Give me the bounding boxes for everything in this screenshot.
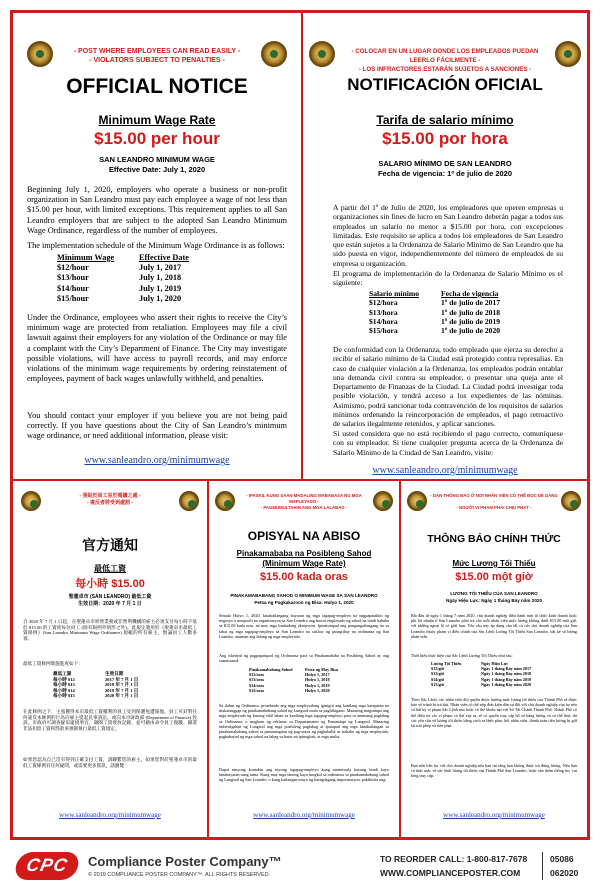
date-cell: 1º de julio de 2019 — [441, 316, 501, 326]
table-row — [57, 263, 193, 273]
city-seal-icon — [21, 491, 41, 511]
contact-paragraph: Bạn nên liên lạc với chủ doanh nghiệp nếu bạn tin rằng bạn không được trả đúng lương. Nếu bạn có thắc mắc về sắc lệnh lương tối thiểu của Thành Phố San Leandro, hoặc cần thêm thông tin, vui lòng truy cập: — [411, 763, 577, 779]
wage-cell: $13/hora — [369, 307, 398, 317]
date-cell: July 1, 2019 — [139, 283, 182, 293]
column-header: Pinakamababang Sahod — [249, 667, 293, 672]
ordinance-name: SAN LEANDRO MINIMUM WAGE — [99, 155, 215, 164]
schedule-intro: Ang iskedyul ng pagpapatupad ng Ordinansa para sa Pinakamababa na Posibleng Sahod ay ang sumusunod: — [219, 653, 389, 664]
date-cell: 1º de julio de 2017 — [441, 298, 501, 308]
page-title: OPISYAL NA ABISO — [247, 529, 361, 543]
wage-schedule-table — [249, 667, 341, 693]
date-cell: 2017 年 7 月 1 日 — [105, 676, 139, 682]
website-link[interactable]: www.sanleandro.org/minimumwage — [59, 811, 161, 819]
effective-date: 生效日期：2020 年 7 月 1 日 — [78, 601, 142, 607]
column-header: Minimum Wage — [57, 253, 115, 262]
date-cell: Ngày 1 tháng Bảy năm 2017 — [481, 666, 532, 672]
page-title: NOTIFICACIÓN OFICIAL — [347, 75, 543, 94]
effective-date: Petsa ng Pagkakaroon ng Bisa: Hulyo 1, 2020 — [254, 600, 354, 605]
date-cell: Hulyo 1, 2017 — [305, 672, 330, 678]
city-seal-icon — [215, 491, 235, 511]
column-header: Salario mínimo — [369, 289, 419, 298]
wage-cell: $15/giờ — [431, 681, 445, 687]
date-cell: 1º de julio de 2018 — [441, 307, 501, 317]
schedule-intro: El programa de implementación de la Ordenanza de Salario Mínimo es el siguiente: — [333, 269, 563, 288]
schedule-intro: Thời biểu thực hiện của Sắc Lệnh Lương Tối Thiểu như sau: — [411, 653, 513, 658]
column-header: Fecha de vigencia — [441, 289, 499, 298]
intro-paragraph: Simula Hulyo 1, 2020, kinakailangang bayaran ng mga tagapag-empleyo na nagpapatakbo ng negosyo o nonprofit na organisasyon sa San Leandro ang bawat empleyado ng sahod na hindi bababa sa $15.00 kada oras, na may mga limitadong eksepsyon. Ipinatutupad ang pangangailangang ito sa lahat ng mga tagapag-empleyo sa San Leandro na saklaw ng pinagtibay na ordinansa ng San Leandro, anuman ang bilang ng mga empleyado. — [219, 613, 389, 639]
wage-cell: $13/oras — [249, 677, 265, 683]
rate-label: Tarifa de salario mínimo — [376, 113, 514, 127]
date-cell: 2020 年 7 月 1 日 — [105, 693, 139, 699]
table-row — [369, 308, 504, 317]
date-cell: 1º de julio de 2020 — [441, 326, 501, 336]
column-header: Effective Date — [139, 253, 189, 262]
table-row — [57, 284, 193, 294]
wage-cell: $14/hour — [57, 283, 89, 293]
wage-cell: $15/oras — [249, 687, 265, 693]
website-link[interactable]: www.sanleandro.org/minimumwage — [84, 455, 230, 466]
rights-paragraph: De conformidad con la Ordenanza, todo empleado que ejerza su derecho a recibir el salario mínimo de la Ciudad está protegido contra represalias. En caso de cualquier violación a la Ordenanza, los empleados podrán entablar una demanda civil contra su empleador, o presentar una queja ante el Departamento de Finanzas de la Ciudad. La Ciudad podrá investigar toda posible violación, y tendrá acceso a los expedientes de las nóminas. Asimismo, podrá sancionar toda contravención de los requisitos de salarios mínimos ordenando la reincorporación de empleados, el pago retroactivo de salarios ilegalmente retenidos, y aplicar sanciones. — [333, 345, 563, 429]
column-header: 最低工資 — [53, 671, 72, 676]
wage-cell: $14/giờ — [431, 676, 445, 682]
table-row — [57, 273, 193, 283]
wage-schedule-table — [369, 289, 504, 335]
poster-code: 05086 — [550, 854, 574, 864]
wage-cell: 每小時 $15 — [53, 693, 75, 699]
contact-paragraph: Si usted considera que no está recibiendo el pago correcto, comuníquese con su empleador. Si tiene cualquier pregunta acerca de la Ordenanza de Salario Mínimo de la Ciudad de San Leandro, visite: — [333, 429, 563, 457]
wage-schedule-table — [53, 671, 141, 699]
ordinance-name: LƯƠNG TỐI THIỂU CỦA SAN LEANDRO — [450, 591, 538, 596]
wage-cell: $13/giờ — [431, 671, 445, 677]
intro-paragraph: A partir del 1º de Julio de 2020, los empleadores que operen empresas u organizaciones sin fines de lucro en San Leandro deberán pagar a todos sus empleados un salario no menor a $15.00 por hora, con excepciones limitadas. Este requisito se aplica a todos los empleadores de San Leandro que están sujetos a la Ordenanza de Salario Mínimo de San Leandro que ha sido puesta en vigor, independientemente del número de empleados de su empresa u organización. — [333, 203, 563, 268]
city-seal-icon — [179, 491, 199, 511]
vietnamese-panel — [401, 481, 587, 837]
rate-label: Mức Lương Tối Thiểu — [452, 559, 536, 568]
intro-paragraph: Bắt đầu từ ngày 1 tháng 7 năm 2020, chủ doanh nghiệp điều hành một tổ chức kinh doanh hoặc phi lợi nhuận ở San Leandro phải trả cho mỗi nhân viên mức lương không dưới $15.00 một giờ, với những ngoại lệ có giới hạn. Yêu cầu này áp dụng cho tất cả các chủ doanh nghiệp của San Leandro thuộc phạm vi điều chỉnh của Sắc Lệnh Lương Tối Thiểu San Leandro, bất kể số lượng nhân viên. — [411, 613, 577, 639]
table-row — [369, 317, 504, 326]
wage-rate: $15.00 por hora — [382, 129, 508, 148]
column-header: Ngày Hiệu Lực — [481, 661, 509, 666]
wage-schedule-table — [431, 661, 534, 687]
rate-label: Minimum Wage Rate — [98, 113, 216, 127]
wage-cell: $13/hour — [57, 273, 89, 283]
contact-paragraph: Dapat ninyong kontakin ang inyong tagapag-empleyo kung naniniwala kayong hindi kayo binabayaran nang tama. Kung may mga tanong kayo tungkol sa ordinansa sa pinakamababang sahod ng Lungsod ng San Leandro, o kung kailangan ninyo ng karagdagang impormasyon, pakibisita ang: — [219, 767, 389, 783]
website-link[interactable]: www.sanleandro.org/minimumwage — [443, 811, 545, 819]
contact-paragraph: You should contact your employer if you believe you are not being paid correctly. If you have questions about the City of San Leandro’s minimum wage ordinance, or need additional information, please visit: — [27, 411, 287, 441]
wage-cell: $12/oras — [249, 672, 265, 678]
table-row — [431, 682, 534, 687]
code-divider — [542, 852, 543, 880]
rights-paragraph: Theo Sắc Lệnh, các nhân viên đòi quyền được hưởng mức lương tối thiểu của Thành Phố sẽ được bảo vệ tránh bị trả thù. Nhân viên có thể nộp đơn kiện dân sự đối với chủ doanh nghiệp của họ nếu có bất kỳ vi phạm Sắc Lệnh nào hoặc có thể khiếu nại với Sở Tài Chánh Thành Phố. Thành Phố có thể điều tra các vi phạm có thể xảy ra, sẽ có quyền truy cập hồ sơ bảng lương và có thể thực thi các yêu cầu về lương tối thiểu bằng cách ra lệnh phục hồi nhân viên, thanh toán tiền lương bị giữ lại trái phép và tiền phạt. — [411, 697, 577, 729]
website-link[interactable]: www.sanleandro.org/minimumwage — [253, 811, 355, 819]
date-cell: Hulyo 1, 2018 — [305, 677, 330, 683]
rights-paragraph: Under the Ordinance, employees who assert their rights to receive the City’s minimum wage are protected from retaliation. Employees may file a civil lawsuit against their employers for any violation of the Ordinance or may file a complaint with the City’s Department of Finance. The City may investigate possible violations, will have access to payroll records, and may enforce violations of the minimum wage requirements by ordering reinstatement of employees, payment of back wages unlawfully withheld, and penalties. — [27, 313, 287, 384]
revision-code: 062020 — [550, 868, 579, 878]
wage-cell: $12/giờ — [431, 666, 445, 672]
wage-cell: 每小時 $12 — [53, 676, 75, 682]
column-header: Lương Tối Thiểu — [431, 661, 462, 666]
wage-cell: 每小時 $13 — [53, 682, 75, 688]
website-link[interactable]: www.sanleandro.org/minimumwage — [372, 465, 518, 476]
city-seal-icon — [27, 41, 53, 67]
table-row — [249, 688, 341, 693]
company-name: Compliance Poster Company™ — [88, 854, 282, 869]
table-row — [369, 326, 504, 335]
wage-rate: $15.00 kada oras — [259, 571, 349, 583]
column-header: Petsa ng May Bisa — [305, 667, 338, 672]
date-cell: Hulyo 1, 2020 — [305, 687, 330, 693]
rights-paragraph: 在此條例之下，主張獲得本市最低工資權利的員工受到保護免遭報復。員工可針對任何違反本條例的行為向雇主提起民事訴訟，或向本市財政部 (Department of Finance) 投訴。市政府可調查疑似違規事宜，調閱工資發放記錄，並可藉由命令員工復職、歸還非法扣留工資和罰款來強制執行最低工資規定。 — [23, 709, 197, 731]
ordinance-name: 聖蓮卓市 (SAN LEANDRO) 最低工資 — [68, 594, 152, 600]
date-cell: July 1, 2017 — [139, 263, 182, 273]
rate-label-english: (Minimum Wage Rate) — [262, 559, 346, 568]
english-panel — [13, 13, 301, 479]
wage-rate: $15.00 per hour — [94, 129, 220, 148]
schedule-intro: 最低工資條例實施進度如下： — [23, 661, 83, 666]
city-seal-icon — [561, 491, 581, 511]
page-title: OFFICIAL NOTICE — [66, 75, 248, 98]
posting-notice: - DÁN THÔNG BÁO Ở NƠI NHÂN VIÊN CÓ THỂ ĐỌC DỄ DÀNG - - NGƯỜI VI PHẠM PHẢI CHỊU PHẠT - — [430, 493, 558, 510]
wage-cell: $15/hour — [57, 293, 89, 303]
rate-label: 最低工資 — [94, 564, 126, 573]
city-seal-icon — [407, 491, 427, 511]
wage-schedule-table — [57, 253, 193, 304]
date-cell: July 1, 2020 — [139, 293, 182, 303]
reorder-phone[interactable]: TO REORDER CALL: 1-800-817-7678 — [380, 854, 528, 864]
intro-paragraph: 自 2020 年 7 月 1 日起，在聖蓮卓市經營業務或非營利機構的雇主必須支付每小時不低於 $15.00 的工資給每位員工 (除有限例外情形之外)。此規定適用於《聖蓮卓市最低工資條例》(San Leandro Minimum Wage Ordinance) 規範的所有雇主，無論員工人數多寡。 — [23, 619, 197, 641]
date-cell: Ngày 1 tháng Bảy năm 2018 — [481, 671, 532, 677]
posting-notice: - COLOCAR EN UN LUGAR DONDE LOS EMPLEADOS PUEDAN LEERLO FÁCILMENTE - - LOS INFRACTORES ESTARÁN SUJETOS A SANCIONES - — [351, 48, 539, 73]
wage-cell: $14/oras — [249, 682, 265, 688]
posting-notice: - IPASKIL KUNG SAAN MADALING MABABASA NG MGA EMPLEYADO - - PAGMUMULTAHIN ANG MGA LALABAG - — [246, 493, 362, 510]
posting-notice: - POST WHERE EMPLOYEES CAN READ EASILY - - VIOLATORS SUBJECT TO PENALTIES - — [73, 48, 241, 64]
city-seal-icon — [309, 41, 335, 67]
wage-cell: $14/hora — [369, 316, 398, 326]
page-title: 官方通知 — [82, 537, 138, 553]
wage-cell: 每小時 $14 — [53, 687, 75, 693]
city-seal-icon — [555, 41, 581, 67]
schedule-intro: The implementation schedule of the Minimum Wage Ordinance is as follows: — [27, 241, 285, 250]
rate-label: Pinakamababa na Posibleng Sahod — [236, 549, 372, 558]
date-cell: 2019 年 7 月 1 日 — [105, 687, 139, 693]
posting-notice: - 張貼於員工易於閱讀之處 - - 違反者將受到處罰 - — [79, 493, 141, 506]
rights-paragraph: Sa ilalim ng Ordinansa, protektado ang mga empleyadong iginigiit ang kanilang mga karapatan na makatanggap ng pinakamababang sahod ng Lungsod mula sa paghihiganti. Maaaring magsampa ang mga empleyado ng kasong sibil laban sa kanilang mga tagapag-empleyo para sa anumang paglabag sa Ordinansa, o maghain ng reklamo sa Departamento ng Pananalapi ng Lungsod. Maaaring imbestigahan ng Lungsod ang mga posibleng paglabag at ipatupad ang mga kinakailangan sa pinakamababang sahod sa pamamagitan ng pag-uutos ng pagbabalik sa trabaho ng mga empleyado, pagbabayad ng mga sahod na labag sa batas na ipinagkait, at mga multa. — [219, 703, 389, 740]
wage-cell: $15/hora — [369, 326, 398, 336]
effective-date: Fecha de vigencia: 1º de julio de 2020 — [377, 169, 513, 178]
date-cell: Hulyo 1, 2019 — [305, 682, 330, 688]
column-header: 生效日期 — [105, 671, 124, 676]
date-cell: 2018 年 7 月 1 日 — [105, 682, 139, 688]
poster-frame — [10, 10, 590, 840]
table-row — [53, 693, 141, 699]
contact-paragraph: 如果您認為自己沒有得到正確支付工資，請聯繫您的雇主。如果您對於聖蓮卓市的最低工資條例有任何疑問，或需要更多資訊，請瀏覽： — [23, 757, 197, 768]
page-title: THÔNG BÁO CHÍNH THỨC — [427, 533, 561, 545]
ordinance-name: PINAKAMABABANG SAHOD O MINIMUM WAGE SA SAN LEANDRO — [230, 593, 378, 598]
company-website[interactable]: WWW.COMPLIANCEPOSTER.COM — [380, 868, 521, 878]
wage-cell: $12/hora — [369, 298, 398, 308]
effective-date: Effective Date: July 1, 2020 — [108, 165, 206, 174]
city-seal-icon — [373, 491, 393, 511]
date-cell: Ngày 1 tháng Bảy năm 2020 — [481, 681, 532, 687]
logo-text: CPC — [24, 855, 70, 875]
ordinance-name: SALARIO MÍNIMO DE SAN LEANDRO — [378, 159, 512, 168]
footer — [10, 848, 590, 884]
wage-cell: $12/hour — [57, 263, 89, 273]
wage-rate: 每小時 $15.00 — [75, 578, 145, 590]
tagalog-panel — [209, 481, 399, 837]
effective-date: Ngày Hiệu Lực: Ngày 1 tháng Bảy năm 2020 — [446, 598, 542, 603]
date-cell: Ngày 1 tháng Bảy năm 2019 — [481, 676, 532, 682]
intro-paragraph: Beginning July 1, 2020, employers who operate a business or non-profit organization in San Leandro must pay each employee a wage of not less than $15.00 per hour, with limited exceptions. This requirement applies to all San Leandro employers that are subject to the adopted San Leandro Minimum Wage Ordinance, regardless of the number of employees. — [27, 185, 287, 235]
chinese-panel — [13, 481, 207, 837]
spanish-panel — [303, 13, 587, 479]
date-cell: July 1, 2018 — [139, 273, 182, 283]
table-row — [369, 298, 504, 307]
copyright: © 2019 COMPLIANCE POSTER COMPANY™. ALL RIGHTS RESERVED. — [88, 872, 271, 878]
table-row — [57, 294, 193, 304]
city-seal-icon — [261, 41, 287, 67]
company-logo — [13, 852, 81, 880]
wage-rate: $15.00 một giờ — [455, 571, 533, 583]
